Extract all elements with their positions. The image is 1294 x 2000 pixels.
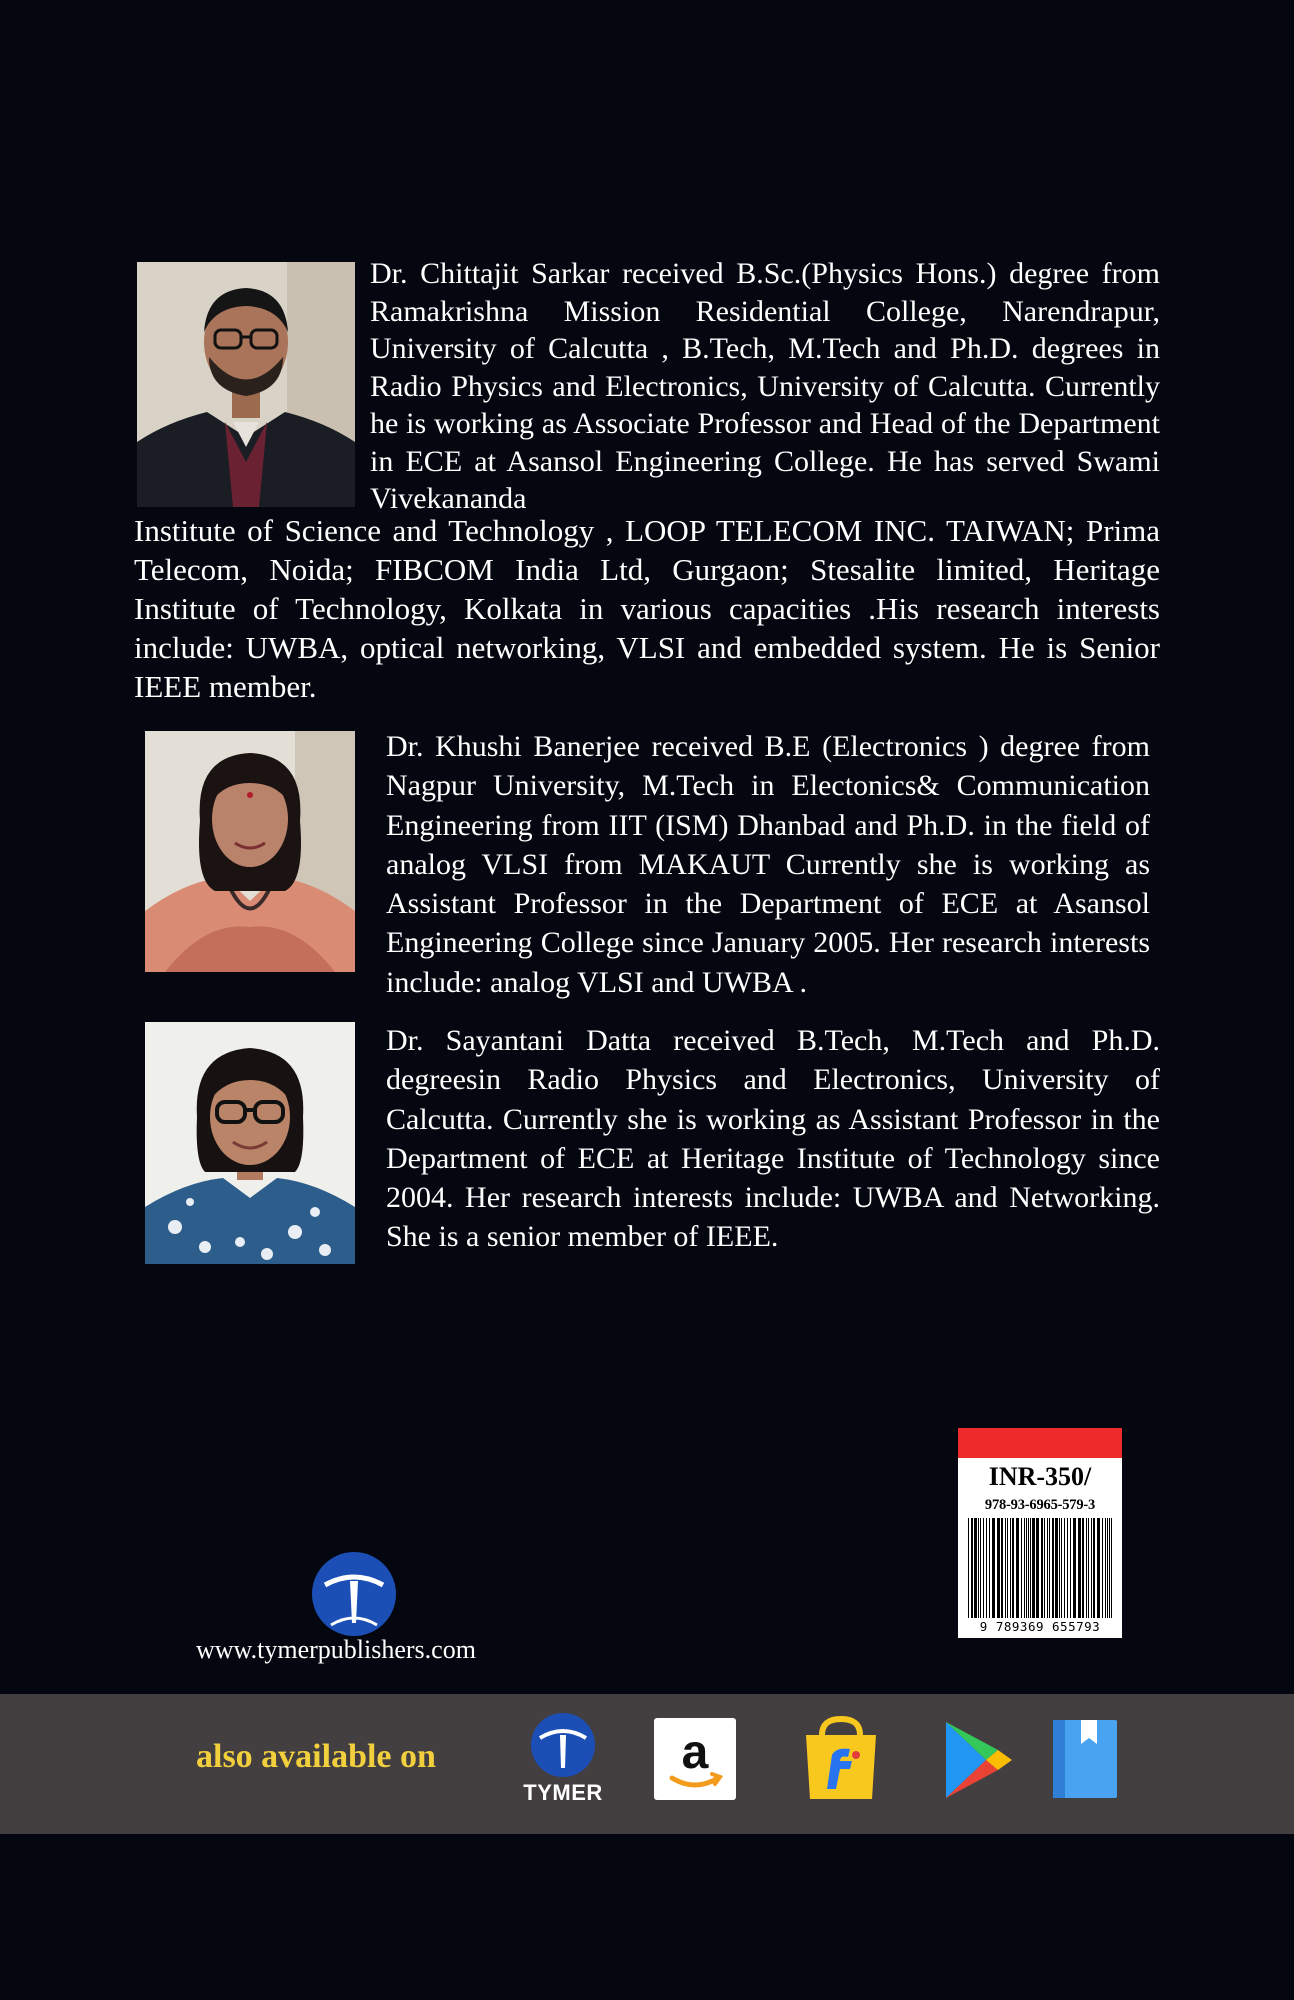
barcode-bar xyxy=(1001,1518,1003,1618)
barcode-bar xyxy=(1086,1518,1087,1618)
barcode-bar xyxy=(1107,1518,1108,1618)
flipkart-icon xyxy=(800,1715,882,1803)
author-bio-chittajit-sarkar-continued: Institute of Science and Technology , LOOP TELECOM INC. TAIWAN; Prima Telecom, Noida; FIBCOM India Ltd, Gurgaon; Stesalite limited, Heritage Institute of Technology, Kolkata in various capacities .His research interests include: UWBA, optical networking, VLSI and embedded system. He is Senior IEEE member. xyxy=(134,513,1160,704)
store-google-play[interactable] xyxy=(936,1716,1018,1804)
barcode-bar xyxy=(968,1518,969,1618)
barcode-bar xyxy=(1041,1518,1043,1618)
barcode-bar xyxy=(1064,1518,1065,1618)
isbn-label: 978-93-6965-579-3 xyxy=(984,1497,1096,1513)
barcode-bar xyxy=(1091,1518,1092,1618)
also-available-label: also available on xyxy=(196,1738,436,1775)
barcode-bar xyxy=(1082,1518,1084,1618)
tymer-logo-icon xyxy=(530,1712,596,1778)
author-bio-chittajit-sarkar: Dr. Chittajit Sarkar received B.Sc.(Physics Hons.) degree from Ramakrishna Mission Residential College, Narendrapur, University of Calcutta , B.Tech, M.Tech and Ph.D. degrees in Radio Physics and Electronics, University of Calcutta. Currently he is working as Associate Professor and Head of the Department in ECE at Asansol Engineering College. He has served Swami Vivekananda xyxy=(370,257,1160,515)
barcode-bar xyxy=(992,1518,995,1618)
barcode-bar xyxy=(1005,1518,1006,1618)
barcode-bar xyxy=(1070,1518,1071,1618)
barcode-bar xyxy=(1047,1518,1048,1618)
author-photo-khushi-banerjee xyxy=(145,731,355,972)
store-tymer-label: TYMER xyxy=(523,1780,603,1805)
barcode-bar xyxy=(1012,1518,1014,1618)
barcode-bar xyxy=(1026,1518,1027,1618)
barcode-bar xyxy=(1088,1518,1089,1618)
barcode-bar xyxy=(1049,1518,1050,1618)
barcode-bar xyxy=(978,1518,979,1618)
barcode-bar xyxy=(1052,1518,1054,1618)
barcode-bar xyxy=(1036,1518,1039,1618)
barcode-bar xyxy=(1061,1518,1062,1618)
google-books-icon xyxy=(1051,1718,1119,1800)
barcode-bar xyxy=(1059,1518,1060,1618)
barcode-bar xyxy=(1073,1518,1076,1618)
svg-text:a: a xyxy=(681,1726,709,1779)
price-accent-bar xyxy=(958,1428,1122,1458)
barcode-bar xyxy=(1105,1518,1106,1618)
price-label: INR-350/ xyxy=(988,1462,1092,1491)
store-google-books[interactable] xyxy=(1051,1718,1119,1800)
barcode-bar xyxy=(1028,1518,1029,1618)
barcode-bar xyxy=(1030,1518,1031,1618)
price-barcode-box xyxy=(958,1428,1122,1638)
author-photo-chittajit-sarkar xyxy=(137,262,355,507)
barcode-bar xyxy=(974,1518,977,1618)
barcode-bar xyxy=(1021,1518,1022,1618)
barcode-bar xyxy=(986,1518,987,1618)
author-bio-khushi-banerjee: Dr. Khushi Banerjee received B.E (Electronics ) degree from Nagpur University, M.Tech in Electonics& Communication Engineering from IIT (ISM) Dhanbad and Ph.D. in the field of analog VLSI from MAKAUT Currently she is working as Assistant Professor in the Department of ECE at Asansol Engineering College since January 2005. Her research interests include: analog VLSI and UWBA . xyxy=(386,730,1150,999)
author-bio-sayantani-datta: Dr. Sayantani Datta received B.Tech, M.Tech and Ph.D. degreesin Radio Physics and Electronics, University of Calcutta. Currently she is working as Assistant Professor in the Department of ECE at Heritage Institute of Technology since 2004. Her research interests include: UWBA and Networking. She is a senior member of IEEE. xyxy=(386,1024,1160,1254)
barcode-bar xyxy=(1007,1518,1008,1618)
store-tymer[interactable] xyxy=(518,1712,608,1808)
google-play-icon xyxy=(936,1716,1018,1804)
store-flipkart[interactable] xyxy=(800,1715,882,1803)
barcode-bar xyxy=(1016,1518,1019,1618)
barcode-bar xyxy=(1111,1518,1112,1618)
barcode-bar xyxy=(1024,1518,1025,1618)
author-photo-sayantani-datta xyxy=(145,1022,355,1264)
barcode-bar xyxy=(980,1518,981,1618)
barcode-bar xyxy=(1067,1518,1068,1618)
tymer-logo-icon xyxy=(311,1551,397,1637)
store-amazon[interactable] xyxy=(654,1718,736,1800)
barcode-bar xyxy=(1032,1518,1035,1618)
barcode-bar xyxy=(1109,1518,1110,1618)
barcode-bar xyxy=(971,1518,973,1618)
barcode-bar xyxy=(1078,1518,1081,1618)
isbn-barcode xyxy=(966,1518,1114,1618)
barcode-bar xyxy=(1102,1518,1103,1618)
barcode-bar xyxy=(1010,1518,1011,1618)
barcode-bar xyxy=(997,1518,1000,1618)
barcode-bar xyxy=(1055,1518,1058,1618)
barcode-bar xyxy=(983,1518,984,1618)
barcode-bar xyxy=(1093,1518,1095,1618)
barcode-bar xyxy=(1044,1518,1045,1618)
amazon-icon xyxy=(654,1718,736,1800)
barcode-bar xyxy=(989,1518,990,1618)
publisher-website-link[interactable]: www.tymerpublishers.com xyxy=(196,1635,476,1664)
barcode-digits: 9 789369 655793 xyxy=(979,1619,1101,1634)
barcode-bar xyxy=(1097,1518,1100,1618)
